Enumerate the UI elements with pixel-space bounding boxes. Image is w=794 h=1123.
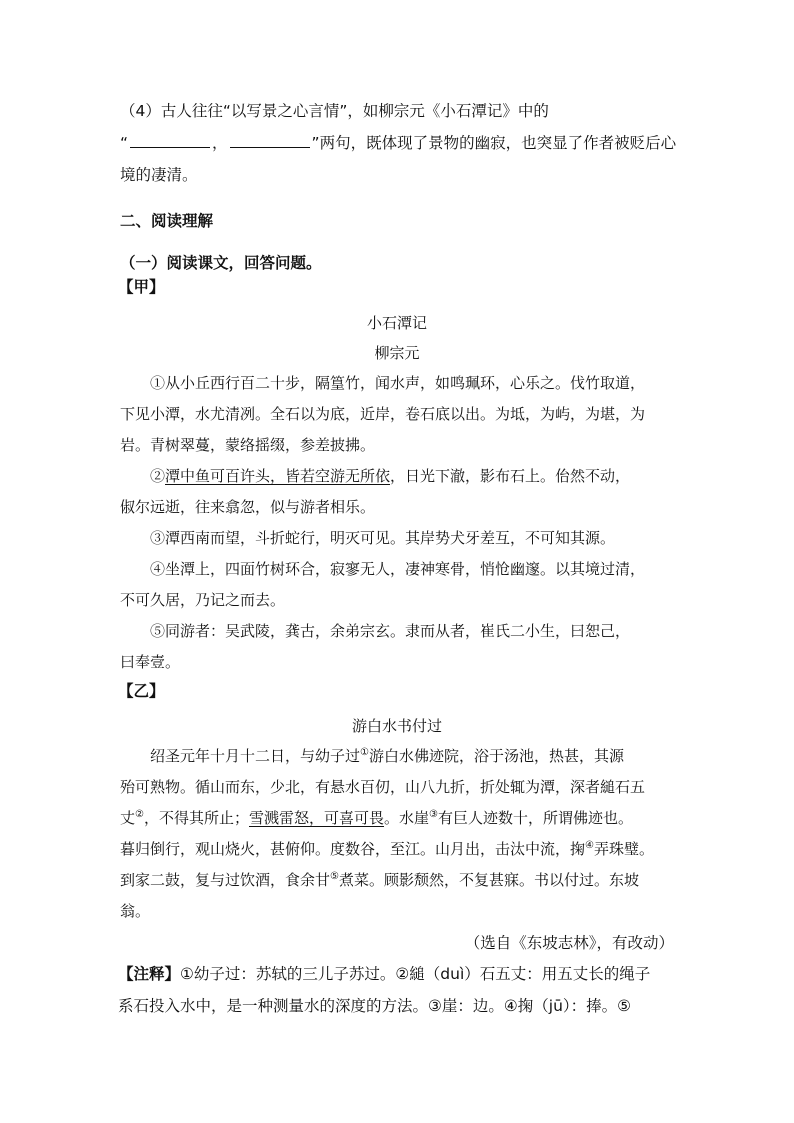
yi-line4-b: 弄珠璧。: [593, 840, 654, 858]
yi-line6: 翁。: [120, 902, 151, 920]
q4-line1: （4）古人往往“以写景之心言情”，如柳宗元《小石潭记》中的: [120, 102, 549, 120]
note-ref-4: ④: [585, 840, 594, 851]
notes-line1: [118, 963, 650, 985]
yi-line5-b: 煮菜。顾影颓然，不复甚寐。书以付过。东坡: [338, 871, 639, 889]
yi-line4: [120, 838, 654, 860]
yi-line1-b: 游白水佛迹院，浴于汤池，热甚，其源: [368, 747, 624, 765]
yi-line1-a: 绍圣元年十月十二日，与幼子过: [150, 747, 361, 765]
jia-p2-rest: ，日光下澈，影布石上。佁然不动，: [390, 467, 631, 485]
yi-line3-underlined: 雪溅雷怒，可喜可畏: [249, 809, 385, 827]
label-jia: 【甲】: [118, 278, 165, 296]
yi-line1: [150, 745, 624, 767]
passage-title-yi: 游白水书付过: [351, 717, 442, 735]
section-title: 二、阅读理解: [120, 212, 214, 230]
yi-line3-b: ，不得其所止；: [143, 809, 249, 827]
jia-p4-line1: ④坐潭上，四面竹树环合，寂寥无人，凄神寒骨，悄怆幽邃。以其境过清，: [150, 560, 646, 578]
jia-p2-line2: 俶尔远逝，往来翕忽，似与游者相乐。: [120, 498, 376, 516]
source-citation: （选自《东坡志林》，有改动）: [464, 934, 674, 952]
passage-author-jia: 柳宗元: [374, 344, 420, 362]
jia-p5-line2: 曰奉壹。: [120, 653, 181, 671]
jia-p1-line3: 岩。青树翠蔓，蒙络摇缀，参差披拂。: [120, 436, 376, 454]
note-ref-1: ①: [360, 747, 369, 758]
yi-line3-a: 丈: [120, 809, 136, 827]
answer-blank-2[interactable]: [230, 133, 310, 148]
jia-p2-underlined: 潭中鱼可百许头，皆若空游无所依: [165, 467, 391, 485]
notes-label: 【注释】: [118, 965, 181, 983]
yi-line4-a: 暮归倒行，观山烧火，甚俯仰。度数谷，至江。山月出，击汰中流，掬: [120, 840, 586, 858]
note-ref-3: ③: [429, 809, 438, 820]
comma: ，: [212, 134, 228, 152]
yi-line3-c: 。水崖: [384, 809, 430, 827]
quote-open: “: [120, 134, 129, 152]
jia-p5-line1: ⑤同游者：吴武陵，龚古，余弟宗玄。隶而从者，崔氏二小生，曰恕己，: [150, 622, 631, 640]
jia-p2-line1: [150, 465, 630, 487]
subsection-title: （一）阅读课文，回答问题。: [120, 254, 322, 272]
notes-text-1: ①幼子过：苏轼的三儿子苏过。②縋（duì）石五丈：用五丈长的绳子: [180, 965, 651, 983]
yi-line3: [120, 807, 633, 829]
yi-line5-a: 到家二鼓，复与过饮酒，食余甘: [120, 871, 331, 889]
yi-line2: 殆可熟物。循山而东，少北，有悬水百仞，山八九折，折处辄为潭，深者縋石五: [120, 778, 646, 796]
yi-line3-d: 有巨人迹数十，所谓佛迹也。: [438, 809, 634, 827]
q4-line3: 境的凄清。: [120, 166, 198, 184]
note-ref-2: ②: [135, 809, 144, 820]
passage-title-jia: 小石潭记: [366, 314, 427, 332]
jia-p2-num: ②: [150, 467, 166, 485]
note-ref-5: ⑤: [330, 871, 339, 882]
jia-p4-line2: 不可久居，乃记之而去。: [120, 591, 286, 609]
label-yi: 【乙】: [118, 682, 165, 700]
jia-p1-line2: 下见小潭，水尤清冽。全石以为底，近岸，卷石底以出。为坻，为屿，为堪，为: [120, 405, 646, 423]
jia-p3: ③潭西南而望，斗折蛇行，明灭可见。其岸势犬牙差互，不可知其源。: [150, 529, 616, 547]
yi-line5: [120, 869, 639, 891]
jia-p1-line1: ①从小丘西行百二十步，隔篁竹，闻水声，如鸣珮环，心乐之。伐竹取道，: [150, 374, 646, 392]
notes-line2: 系石投入水中，是一种测量水的深度的方法。③崖：边。④掬（jū）：捧。⑤: [118, 997, 632, 1015]
q4-line2-rest: ”两句，既体现了景物的幽寂，也突显了作者被贬后心: [311, 134, 677, 152]
q4-line2: [120, 132, 676, 154]
answer-blank-1[interactable]: [130, 133, 210, 148]
